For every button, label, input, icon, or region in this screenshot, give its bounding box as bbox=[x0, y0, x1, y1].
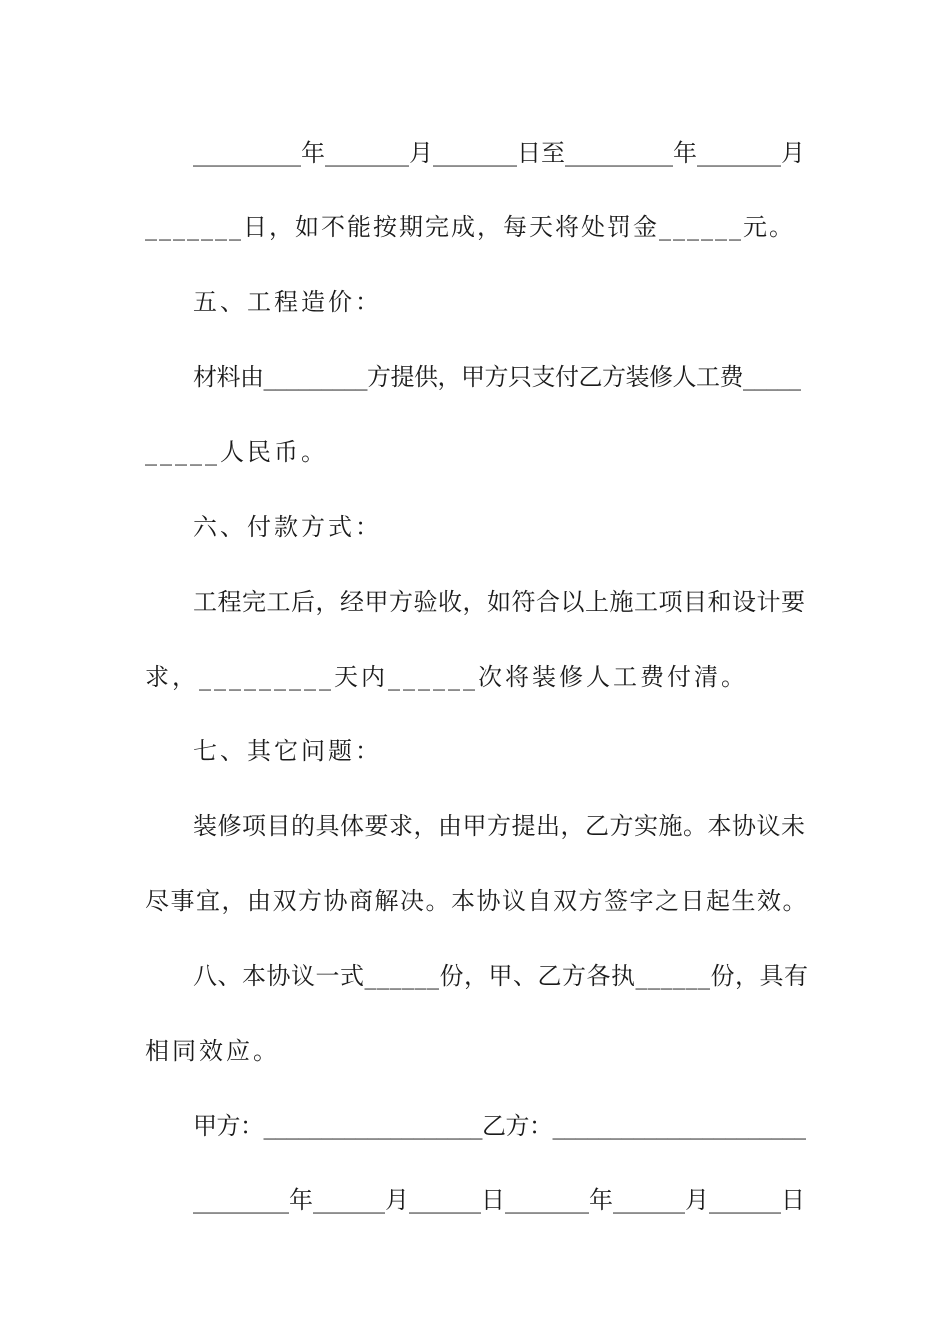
copies-clause-line-2: 相同效应。 bbox=[145, 1037, 280, 1065]
section-heading-payment: 六、付款方式： bbox=[193, 513, 382, 541]
signature-date-line: ________年______月______日_______年______月______日 bbox=[193, 1186, 805, 1214]
payment-clause-line-2: 求，_________天内______次将装修人工费付清。 bbox=[145, 663, 748, 691]
signature-line: 甲方：___________________乙方：______________________ bbox=[193, 1112, 806, 1140]
other-clause-line-1: 装修项目的具体要求，由甲方提出，乙方实施。本协议未 bbox=[193, 812, 806, 840]
cost-clause-line-1: 材料由_________方提供，甲方只支付乙方装修人工费_____ bbox=[193, 363, 801, 391]
penalty-line: _______日，如不能按期完成，每天将处罚金______元。 bbox=[145, 213, 795, 241]
copies-clause-line-1: 八、本协议一式______份，甲、乙方各执______份，具有 bbox=[193, 962, 809, 990]
section-heading-other: 七、其它问题： bbox=[193, 737, 382, 765]
section-heading-cost: 五、工程造价： bbox=[193, 288, 382, 316]
payment-clause-line-1: 工程完工后，经甲方验收，如符合以上施工项目和设计要 bbox=[193, 588, 806, 616]
other-clause-line-2: 尽事宜，由双方协商解决。本协议自双方签字之日起生效。 bbox=[145, 887, 808, 915]
contract-period-line: _________年_______月_______日至_________年_______月 bbox=[193, 139, 805, 167]
cost-clause-line-2: _____人民币。 bbox=[145, 438, 328, 466]
